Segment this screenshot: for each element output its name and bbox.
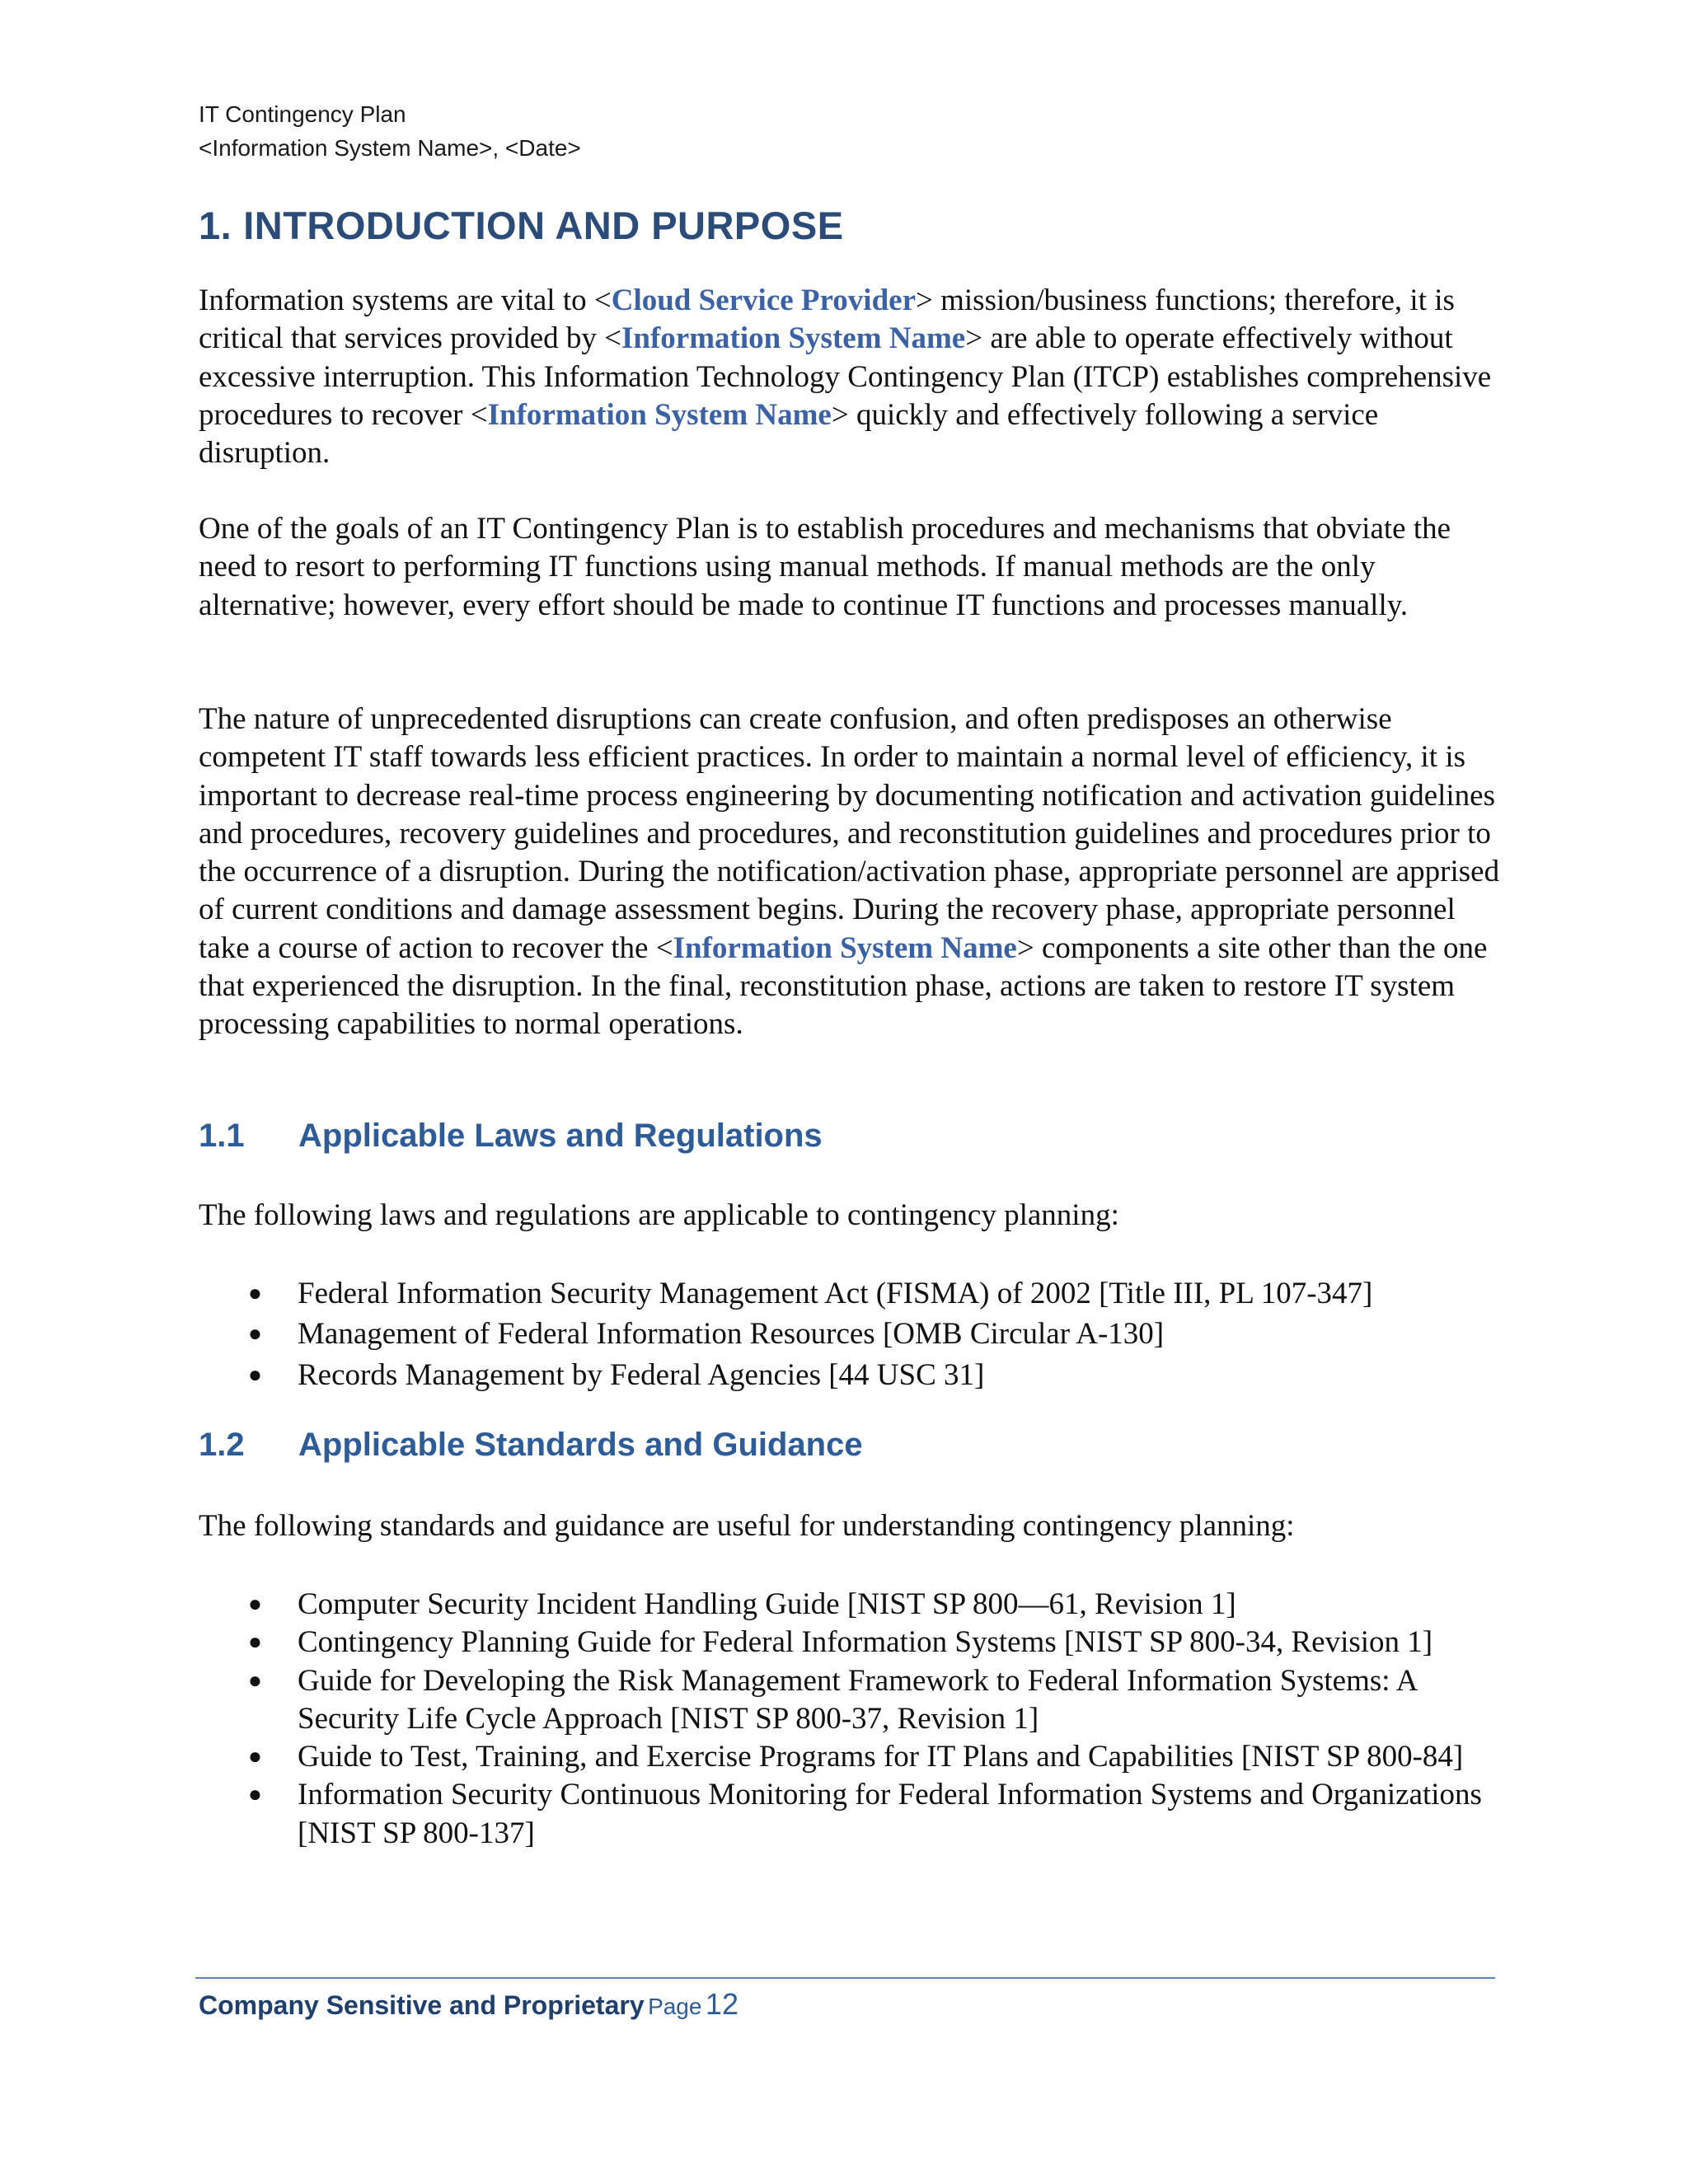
bullet-icon: ● bbox=[248, 1629, 262, 1656]
list-item-text: Information Security Continuous Monitoring for Federal Information Systems and Organizations [NIST SP 800-137] bbox=[298, 1778, 1482, 1850]
text-run: > mission/business functions; therefore, it is critical that services provided by < bbox=[199, 284, 1455, 356]
list-item bbox=[199, 1776, 1501, 1853]
intro-paragraph-3 bbox=[199, 701, 1501, 1044]
list-item bbox=[199, 1315, 1501, 1353]
page-footer bbox=[199, 1987, 738, 2022]
standards-intro: The following standards and guidance are useful for understanding contingency planning: bbox=[199, 1509, 1295, 1543]
bullet-icon: ● bbox=[248, 1591, 262, 1617]
list-item bbox=[199, 1738, 1501, 1776]
section-1-heading bbox=[199, 201, 844, 251]
section-1-number: 1. bbox=[199, 204, 232, 247]
text-run: Information systems are vital to < bbox=[199, 284, 612, 317]
list-item bbox=[199, 1357, 1501, 1394]
list-item-text: Computer Security Incident Handling Guide [NIST SP 800—61, Revision 1] bbox=[298, 1587, 1236, 1621]
bullet-icon: ● bbox=[248, 1744, 262, 1770]
list-item bbox=[199, 1662, 1501, 1739]
footer-divider bbox=[195, 1977, 1495, 1979]
placeholder-cloud-service-provider: Cloud Service Provider bbox=[611, 284, 916, 317]
text-run: The nature of unprecedented disruptions can create confusion, and often predisposes an otherwise competent IT staff towards less efficient practices. In order to maintain a normal level of efficiency, it is important to decrease real-time process engineering by documenting notification and activation guidelines and procedures, recovery guidelines and procedures, and reconstitution guidelines and procedures prior to the occurrence of a disruption. During the notification/activation phase, appropriate personnel are apprised of current conditions and damage assessment begins. During the recovery phase, appropriate personnel take a course of action to recover the < bbox=[199, 702, 1500, 965]
list-item-text: Management of Federal Information Resources [OMB Circular A-130] bbox=[298, 1317, 1165, 1352]
text-run: > components a site other than the one that experienced the disruption. In the final, reconstitution phase, actions are taken to restore IT system processing capabilities to normal operations. bbox=[199, 930, 1488, 1042]
section-1-title: INTRODUCTION AND PURPOSE bbox=[243, 204, 844, 247]
header-subtitle: <Information System Name>, <Date> bbox=[199, 135, 581, 161]
section-1-2-number: 1.2 bbox=[199, 1427, 245, 1463]
laws-intro: The following laws and regulations are applicable to contingency planning: bbox=[199, 1198, 1119, 1232]
section-1-1-number: 1.1 bbox=[199, 1118, 245, 1154]
bullet-icon: ● bbox=[248, 1281, 262, 1306]
bullet-icon: ● bbox=[248, 1667, 262, 1694]
text-run: > quickly and effectively following a service disruption. bbox=[199, 397, 1379, 471]
placeholder-information-system-name: Information System Name bbox=[673, 930, 1017, 965]
page-label: Page bbox=[648, 1994, 702, 2019]
list-item-text: Records Management by Federal Agencies [44 USC 31] bbox=[298, 1357, 985, 1392]
bullet-icon: ● bbox=[248, 1782, 262, 1808]
running-header bbox=[199, 97, 581, 165]
bullet-icon: ● bbox=[248, 1361, 262, 1388]
list-item-text: Guide to Test, Training, and Exercise Programs for IT Plans and Capabilities [NIST SP 800-84] bbox=[298, 1740, 1464, 1774]
list-item-text: Guide for Developing the Risk Management Framework to Federal Information Systems: A Security Life Cycle Approach [NIST SP 800-37, Revision 1] bbox=[298, 1663, 1417, 1736]
header-title: IT Contingency Plan bbox=[199, 101, 406, 127]
list-item bbox=[199, 1624, 1501, 1661]
standards-list bbox=[199, 1586, 1501, 1853]
laws-list bbox=[199, 1275, 1501, 1397]
intro-paragraph-1 bbox=[199, 282, 1501, 472]
section-1-2-title: Applicable Standards and Guidance bbox=[298, 1427, 863, 1463]
page-number: 12 bbox=[705, 1987, 738, 2021]
list-item bbox=[199, 1586, 1501, 1624]
section-1-2-heading bbox=[199, 1424, 863, 1465]
section-1-1-title: Applicable Laws and Regulations bbox=[298, 1118, 823, 1154]
list-item-text: Federal Information Security Management Act (FISMA) of 2002 [Title III, PL 107-347] bbox=[298, 1277, 1373, 1310]
list-item bbox=[199, 1275, 1501, 1313]
placeholder-information-system-name: Information System Name bbox=[487, 397, 832, 432]
intro-paragraph-2: One of the goals of an IT Contingency Plan is to establish procedures and mechanisms that obviate the need to resort to performing IT functions using manual methods. If manual methods are the only alternative; however, every effort should be made to continue IT functions and processes manually. bbox=[199, 512, 1451, 622]
placeholder-information-system-name: Information System Name bbox=[621, 321, 966, 356]
section-1-1-heading bbox=[199, 1115, 823, 1156]
list-item-text: Contingency Planning Guide for Federal Information Systems [NIST SP 800-34, Revision 1] bbox=[298, 1625, 1433, 1660]
bullet-icon: ● bbox=[248, 1321, 262, 1347]
confidentiality-notice: Company Sensitive and Proprietary bbox=[199, 1990, 645, 2020]
text-run: > are able to operate effectively without excessive interruption. This Information Technology Contingency Plan (ITCP) establishes comprehensive procedures to recover < bbox=[199, 321, 1492, 432]
